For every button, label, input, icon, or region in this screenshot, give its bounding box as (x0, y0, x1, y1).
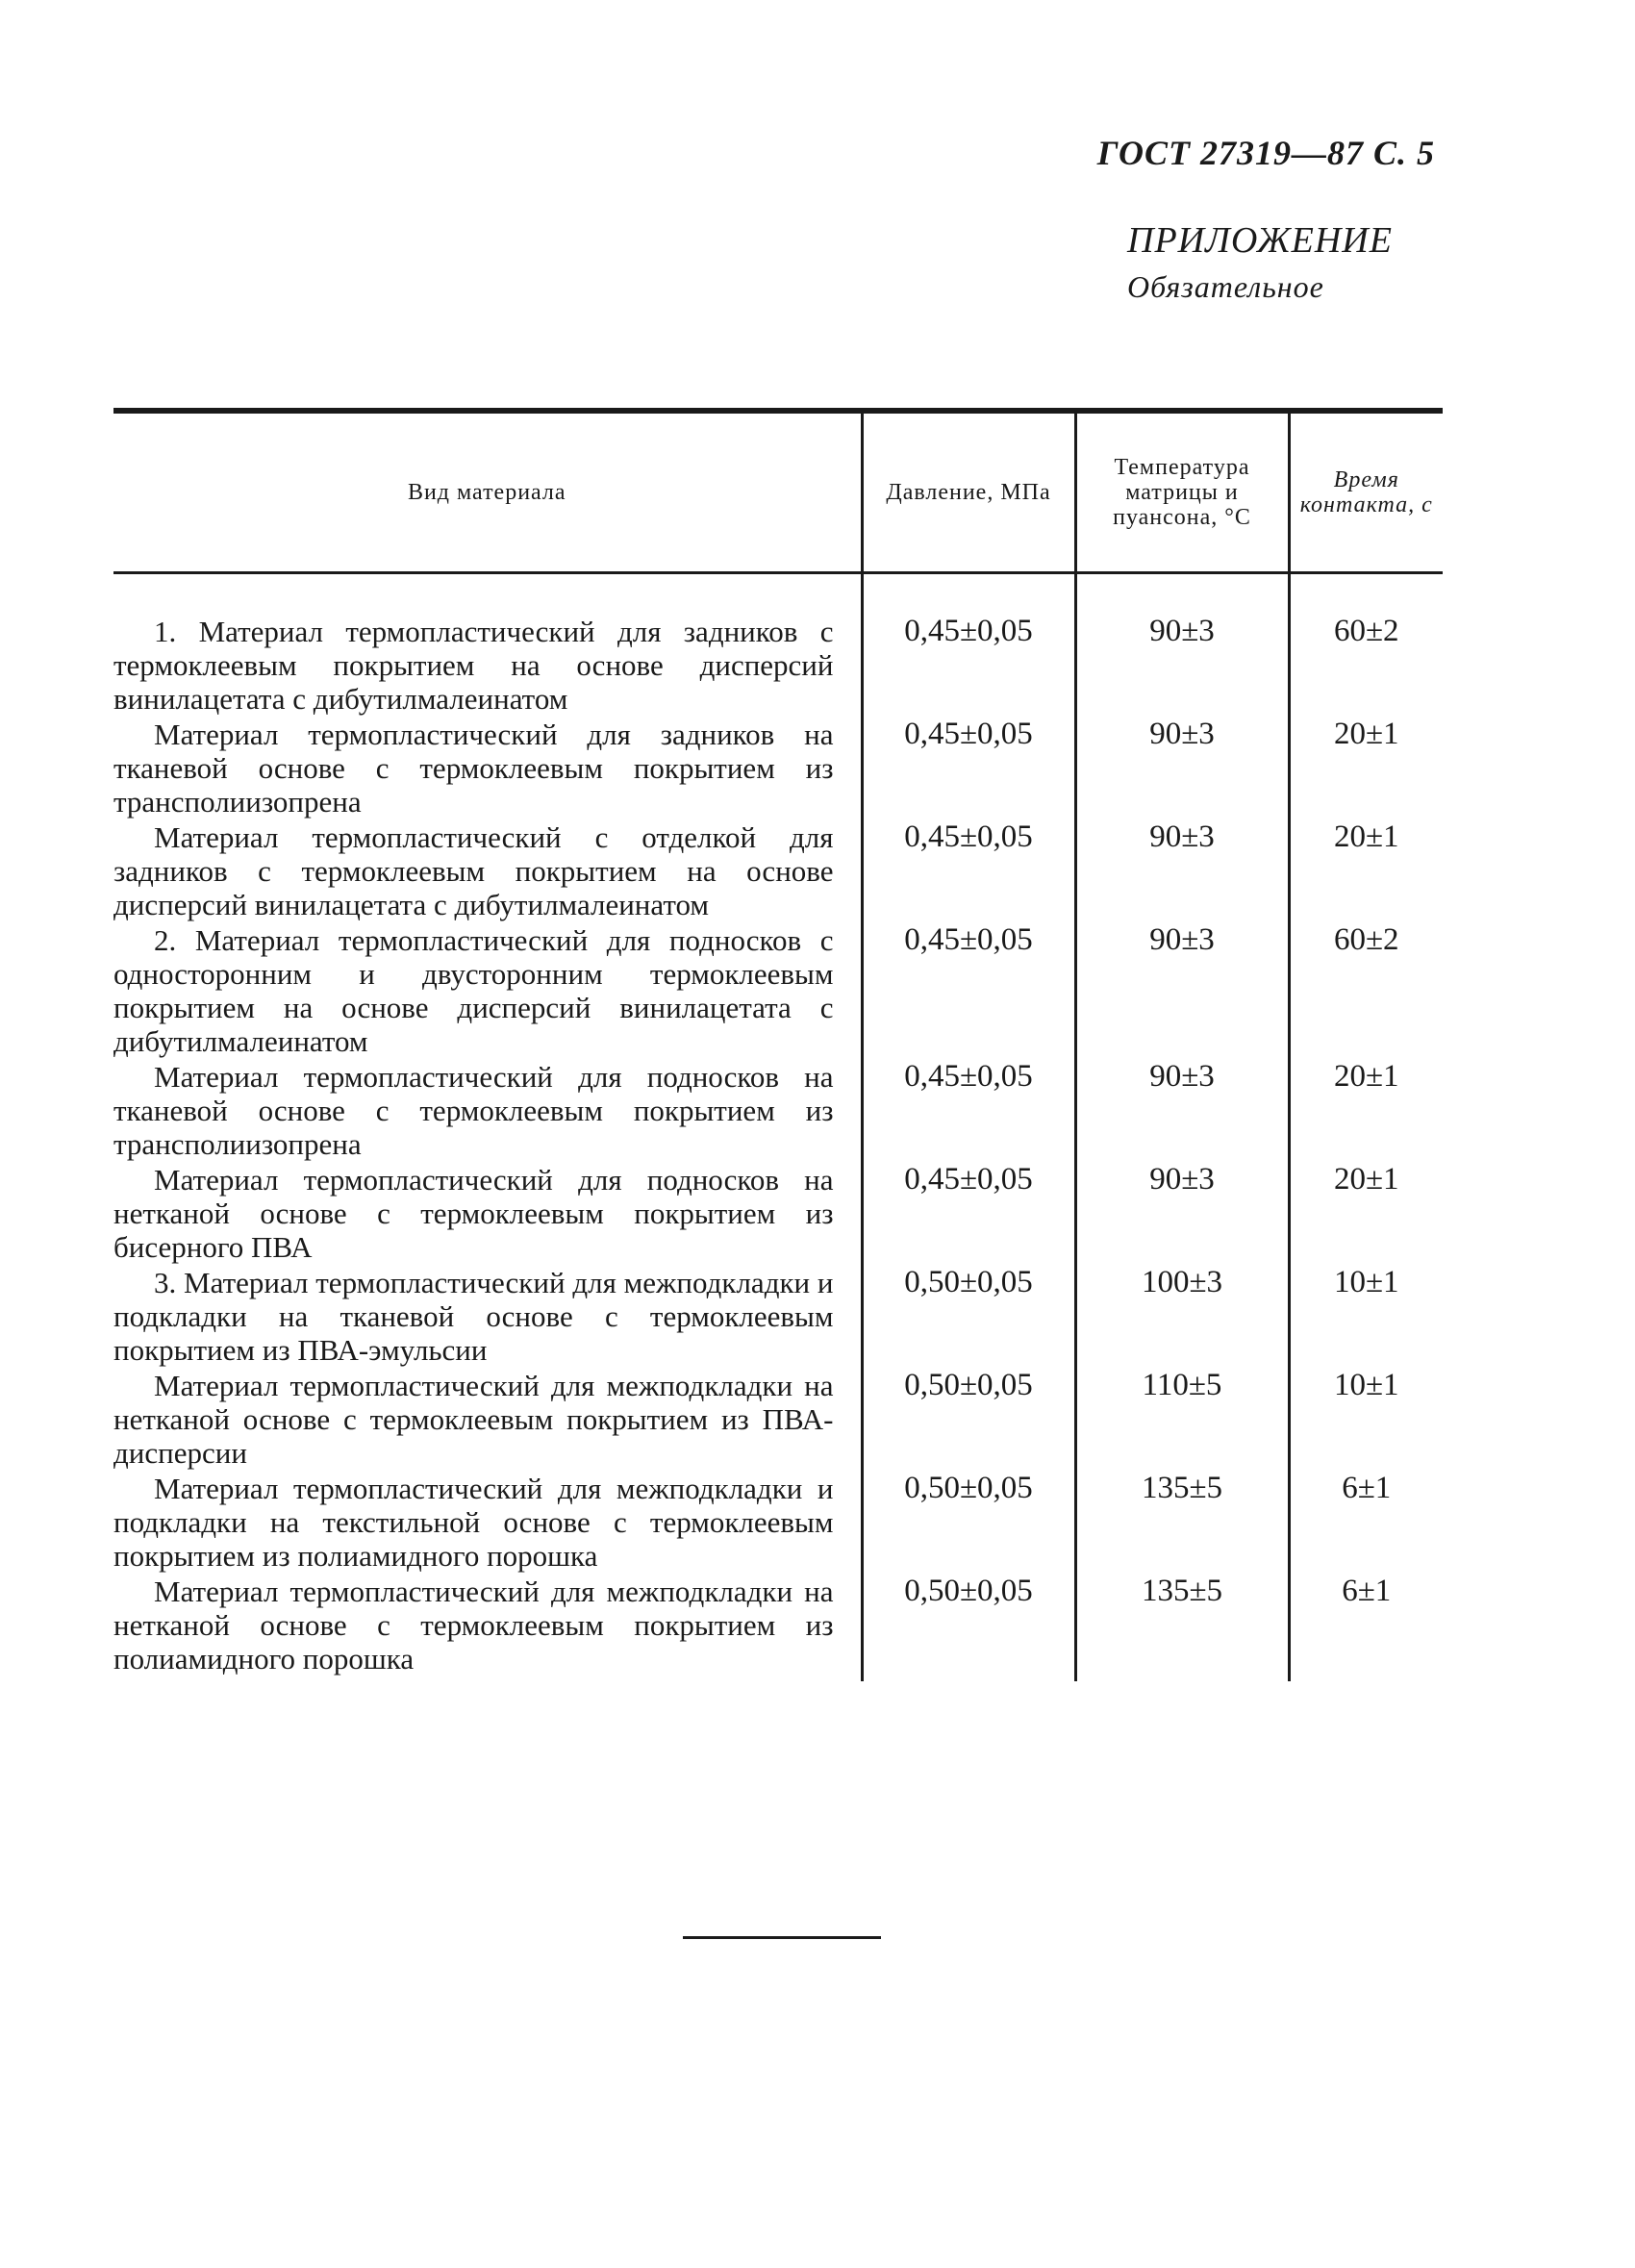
pressure-cell: 0,45±0,05 (862, 615, 1075, 718)
appendix-subtitle: Обязательное (1127, 269, 1324, 304)
contact-time-cell: 60±2 (1289, 923, 1443, 1060)
temperature-cell: 135±5 (1075, 1575, 1289, 1681)
column-header-temperature: Температура матрицы и пуансона, °С (1075, 414, 1289, 573)
contact-time-cell: 20±1 (1289, 1163, 1443, 1266)
table-row (113, 1575, 1443, 1681)
table-row (113, 615, 1443, 718)
pressure-cell: 0,45±0,05 (862, 1163, 1075, 1266)
column-header-material: Вид материала (113, 414, 862, 573)
table-row (113, 820, 1443, 923)
temperature-cell: 135±5 (1075, 1472, 1289, 1575)
temperature-cell: 100±3 (1075, 1266, 1289, 1369)
pressure-cell: 0,45±0,05 (862, 1060, 1075, 1163)
end-of-document-rule (683, 1936, 881, 1939)
temperature-cell: 90±3 (1075, 615, 1289, 718)
pressure-cell: 0,50±0,05 (862, 1266, 1075, 1369)
contact-time-cell: 20±1 (1289, 820, 1443, 923)
table-header-row (113, 414, 1443, 573)
table-row (113, 718, 1443, 820)
material-cell: Материал термопластический для межподкладки и подкладки на текстильной основе с термоклеевым покрытием из полиамидного порошка (113, 1472, 834, 1573)
temperature-cell: 90±3 (1075, 718, 1289, 820)
appendix-title: ПРИЛОЖЕНИЕ (1127, 220, 1393, 261)
pressure-cell: 0,50±0,05 (862, 1369, 1075, 1472)
column-header-contact-time: Время контакта, с (1289, 414, 1443, 573)
material-cell: 3. Материал термопластический для межподкладки и подкладки на тканевой основе с термоклеевым покрытием из ПВА-эмульсии (113, 1266, 834, 1367)
contact-time-cell: 6±1 (1289, 1472, 1443, 1575)
column-header-pressure: Давление, МПа (862, 414, 1075, 573)
material-cell: 2. Материал термопластический для подносков с односторонним и двусторонним термоклеевым покрытием на основе дисперсий винилацетата с дибутилмалеинатом (113, 923, 834, 1058)
temperature-cell: 90±3 (1075, 923, 1289, 1060)
material-cell: Материал термопластический для подносков на нетканой основе с термоклеевым покрытием из бисерного ПВА (113, 1163, 834, 1264)
pressure-cell: 0,45±0,05 (862, 718, 1075, 820)
parameters-table (113, 414, 1443, 1681)
page-reference: ГОСТ 27319—87 С. 5 (1096, 134, 1435, 172)
pressure-cell: 0,50±0,05 (862, 1575, 1075, 1681)
temperature-cell: 110±5 (1075, 1369, 1289, 1472)
pressure-cell: 0,45±0,05 (862, 923, 1075, 1060)
contact-time-cell: 10±1 (1289, 1369, 1443, 1472)
contact-time-cell: 10±1 (1289, 1266, 1443, 1369)
table-row (113, 923, 1443, 1060)
material-cell: Материал термопластический для межподкладки на нетканой основе с термоклеевым покрытием из полиамидного порошка (113, 1575, 834, 1676)
temperature-cell: 90±3 (1075, 1163, 1289, 1266)
table-row (113, 1266, 1443, 1369)
material-cell: Материал термопластический для подносков на тканевой основе с термоклеевым покрытием из трансполиизопрена (113, 1060, 834, 1161)
pressure-cell: 0,50±0,05 (862, 1472, 1075, 1575)
material-cell: Материал термопластический для задников на тканевой основе с термоклеевым покрытием из трансполиизопрена (113, 718, 834, 819)
contact-time-cell: 20±1 (1289, 1060, 1443, 1163)
contact-time-cell: 6±1 (1289, 1575, 1443, 1681)
material-cell: Материал термопластический с отделкой для задников с термоклеевым покрытием на основе дисперсий винилацетата с дибутилмалеинатом (113, 820, 834, 921)
contact-time-cell: 20±1 (1289, 718, 1443, 820)
parameters-table-container (113, 408, 1443, 1681)
material-cell: 1. Материал термопластический для задников с термоклеевым покрытием на основе дисперсий винилацетата с дибутилмалеинатом (113, 615, 834, 716)
pressure-cell: 0,45±0,05 (862, 820, 1075, 923)
table-row (113, 1472, 1443, 1575)
temperature-cell: 90±3 (1075, 820, 1289, 923)
table-spacer-row (113, 573, 1443, 616)
temperature-cell: 90±3 (1075, 1060, 1289, 1163)
table-row (113, 1369, 1443, 1472)
material-cell: Материал термопластический для межподкладки на нетканой основе с термоклеевым покрытием из ПВА-дисперсии (113, 1369, 834, 1470)
contact-time-cell: 60±2 (1289, 615, 1443, 718)
table-row (113, 1060, 1443, 1163)
table-row (113, 1163, 1443, 1266)
